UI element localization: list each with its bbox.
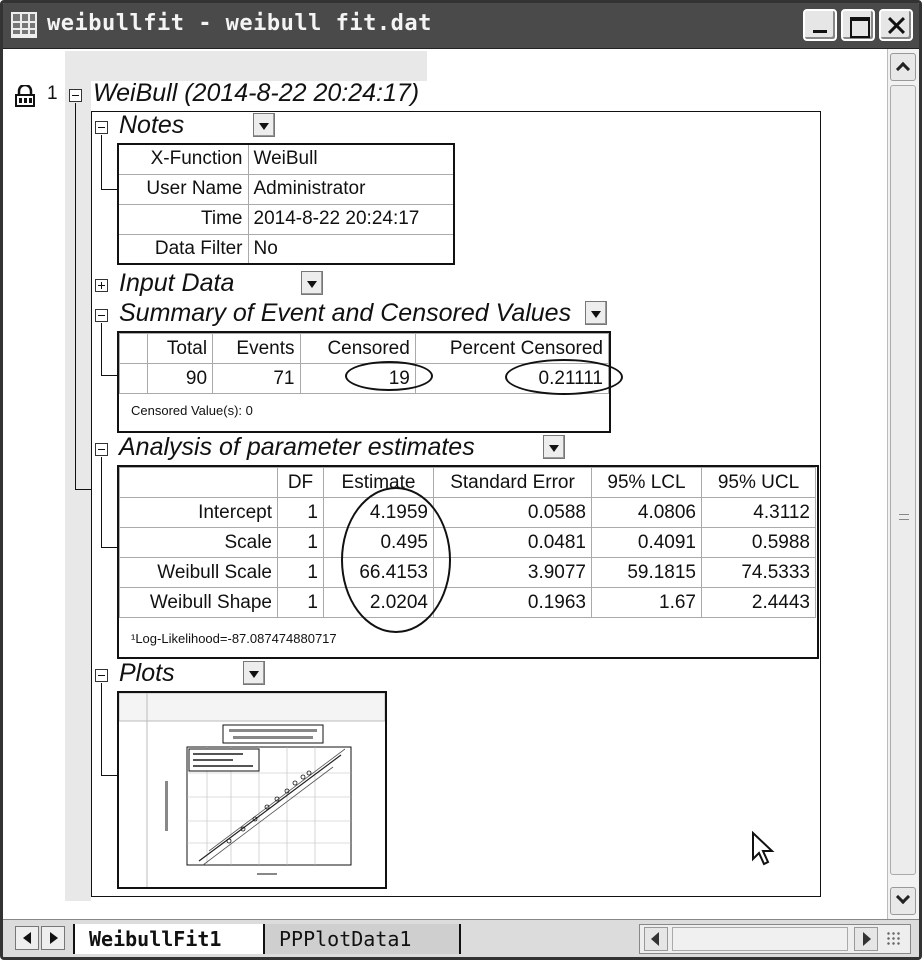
lock-icon[interactable]	[13, 85, 37, 107]
table-cell: 0.0588	[434, 498, 592, 528]
row-header-cell	[120, 334, 148, 364]
window-title: weibullfit - weibull fit.dat	[47, 11, 432, 36]
column-header: 95% UCL	[702, 468, 816, 498]
collapse-notes-icon[interactable]	[95, 121, 108, 134]
title-bar[interactable]	[3, 3, 919, 49]
maximize-button[interactable]	[841, 9, 875, 41]
column-header: Standard Error	[434, 468, 592, 498]
log-likelihood-note: ¹Log-Likelihood=-87.087474880717	[131, 631, 337, 646]
tab-weibullfit1[interactable]: WeibullFit1	[73, 924, 265, 954]
column-header: Percent Censored	[415, 334, 608, 364]
report-content	[3, 49, 887, 919]
expand-input-data-icon[interactable]	[95, 279, 108, 292]
prev-sheet-button[interactable]	[15, 926, 39, 950]
tree-line	[101, 457, 102, 547]
parameter-name: Scale	[120, 528, 278, 558]
table-header-row	[120, 468, 816, 498]
table-cell: 1	[278, 558, 324, 588]
summary-title: Summary of Event and Censored Values	[119, 299, 572, 327]
table-cell: 2.4443	[702, 588, 816, 618]
tab-ppplotdata1[interactable]: PPPlotData1	[265, 924, 461, 954]
table-cell: 0.0481	[434, 528, 592, 558]
summary-dropdown-button[interactable]	[585, 301, 607, 325]
estimates-title: Analysis of parameter estimates	[119, 433, 475, 461]
scroll-down-button[interactable]	[890, 887, 916, 915]
column-header: DF	[278, 468, 324, 498]
vertical-scrollbar[interactable]	[887, 49, 919, 919]
parameter-name: Intercept	[120, 498, 278, 528]
sheet-tab-bar	[3, 919, 919, 957]
censored-note: Censored Value(s): 0	[131, 403, 253, 418]
notes-value: Administrator	[248, 174, 454, 204]
tree-line	[101, 135, 102, 189]
table-cell: 4.3112	[702, 498, 816, 528]
collapse-summary-icon[interactable]	[95, 309, 108, 322]
minimize-button[interactable]	[803, 9, 837, 41]
left-strip	[65, 81, 91, 901]
table-cell: 66.4153	[324, 558, 434, 588]
tree-line	[101, 375, 117, 376]
tree-line	[101, 189, 117, 190]
table-cell: 3.9077	[434, 558, 592, 588]
tree-line	[101, 547, 117, 548]
plots-title: Plots	[119, 659, 175, 687]
grip-icon	[899, 514, 909, 520]
plot-thumbnail[interactable]	[117, 691, 387, 889]
column-header: Censored	[300, 334, 415, 364]
worksheet-icon	[11, 12, 37, 38]
column-header	[120, 468, 278, 498]
table-cell: 74.5333	[702, 558, 816, 588]
scroll-thumb[interactable]	[890, 85, 916, 875]
column-header: 95% LCL	[592, 468, 702, 498]
row-number: 1	[47, 83, 58, 104]
tree-line	[101, 683, 102, 775]
plots-dropdown-button[interactable]	[243, 661, 265, 685]
table-header-row	[120, 334, 609, 364]
notes-key: Data Filter	[118, 234, 248, 264]
chevron-down-icon	[896, 890, 910, 904]
estimates-dropdown-button[interactable]	[543, 435, 565, 459]
table-row	[120, 528, 816, 558]
table-cell: 90	[147, 364, 213, 394]
tree-line	[75, 489, 91, 490]
table-cell: 0.21111	[415, 364, 608, 394]
scroll-up-button[interactable]	[890, 53, 916, 81]
estimates-table	[119, 467, 816, 618]
notes-value: WeiBull	[248, 144, 454, 174]
table-row	[118, 174, 454, 204]
parameter-name: Weibull Scale	[120, 558, 278, 588]
resize-grip-icon[interactable]	[886, 931, 902, 947]
notes-key: User Name	[118, 174, 248, 204]
table-cell: 1	[278, 498, 324, 528]
table-cell: 0.4091	[592, 528, 702, 558]
input-data-dropdown-button[interactable]	[301, 271, 323, 295]
header-strip	[65, 51, 427, 81]
column-header: Total	[147, 334, 213, 364]
input-data-title: Input Data	[119, 269, 235, 297]
scroll-right-button[interactable]	[854, 927, 878, 951]
table-row	[120, 558, 816, 588]
table-cell: 59.1815	[592, 558, 702, 588]
table-cell: 1	[278, 588, 324, 618]
mouse-pointer-icon	[751, 831, 777, 867]
table-cell: 0.5988	[702, 528, 816, 558]
highlight-ellipse	[505, 359, 623, 395]
table-cell: 4.0806	[592, 498, 702, 528]
table-cell: 1	[278, 528, 324, 558]
estimates-panel	[117, 465, 819, 659]
notes-key: X-Function	[118, 144, 248, 174]
horizontal-scroll-thumb[interactable]	[672, 927, 848, 951]
notes-table	[117, 143, 455, 265]
column-header: Events	[213, 334, 300, 364]
notes-dropdown-button[interactable]	[253, 113, 275, 137]
table-row	[120, 498, 816, 528]
table-cell: 71	[213, 364, 300, 394]
table-cell: 2.0204	[324, 588, 434, 618]
collapse-estimates-icon[interactable]	[95, 443, 108, 456]
column-header: Estimate	[324, 468, 434, 498]
report-root-title: WeiBull (2014-8-22 20:24:17)	[93, 79, 420, 107]
tree-line	[75, 103, 76, 489]
horizontal-scrollbar[interactable]	[639, 924, 911, 954]
collapse-plots-icon[interactable]	[95, 669, 108, 682]
notes-value: No	[248, 234, 454, 264]
parameter-name: Weibull Shape	[120, 588, 278, 618]
collapse-root-icon[interactable]	[69, 89, 82, 102]
row-header-cell	[120, 364, 148, 394]
next-sheet-button[interactable]	[41, 926, 65, 950]
table-row	[118, 234, 454, 264]
table-cell: 0.495	[324, 528, 434, 558]
tree-line	[101, 775, 117, 776]
chevron-up-icon	[896, 62, 910, 76]
notes-title: Notes	[119, 111, 185, 139]
table-row	[120, 588, 816, 618]
scroll-left-button[interactable]	[644, 927, 668, 951]
table-cell: 0.1963	[434, 588, 592, 618]
table-row	[118, 144, 454, 174]
table-row	[118, 204, 454, 234]
tree-line	[101, 323, 102, 375]
probability-plot-thumbnail	[119, 693, 385, 887]
highlight-ellipse	[341, 487, 451, 633]
notes-value: 2014-8-22 20:24:17	[248, 204, 454, 234]
table-cell: 1.67	[592, 588, 702, 618]
highlight-ellipse	[345, 361, 433, 391]
table-cell: 4.1959	[324, 498, 434, 528]
close-button[interactable]	[879, 9, 913, 41]
table-cell: 19	[300, 364, 415, 394]
notes-key: Time	[118, 204, 248, 234]
